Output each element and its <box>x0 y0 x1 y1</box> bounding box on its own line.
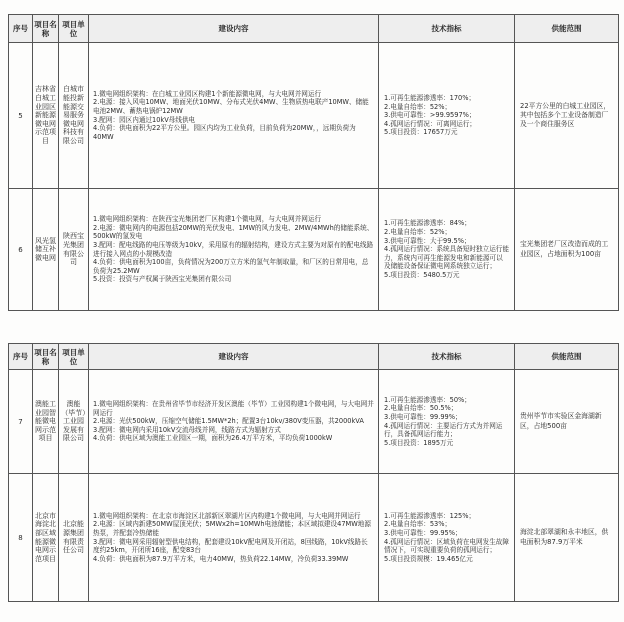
content-line: 4.负荷：供电面积为22平方公里。园区内均为工业负荷，目前负荷为20MW，，远期负荷为40MW <box>93 124 356 141</box>
content-line: 2.电源：光伏500kW，压缩空气储能1.5MW*2h；配置3台10kv/380V变压器，共2000kVA <box>93 417 364 426</box>
content-line: 3.配网：配电线路的电压等级为10kV，采用原有的辐射结构，建设方式主要为对原有的配电线路进行接入网点的小规模改造 <box>93 240 374 258</box>
content-line: 3.配网：园区内通过10kV母线供电 <box>93 115 196 124</box>
tech-line: 3.供电可靠性：大于99.5%； <box>384 236 471 245</box>
row-seq: 6 <box>9 189 33 311</box>
header-seq: 序号 <box>9 15 33 43</box>
table-row <box>9 474 619 602</box>
content-line: 2.电源：区域内新建50MW屋顶光伏；5MWx2h=10MWh电池储能；本区域拟建设47MW地源热泵，并配套冷热储能 <box>93 520 371 537</box>
tech-line: 3.供电可靠性：99.95%； <box>384 528 462 537</box>
row-scope: 贵州毕节市实验区金海湖新区，占地500亩 <box>515 370 619 474</box>
tech-line: 1.可再生能源渗透率：125%； <box>384 511 476 520</box>
tech-line: 3.供电可靠性：99.99%； <box>384 412 462 421</box>
row-project-name: 北京市海淀北部区域能源微电网示范项目 <box>33 474 59 602</box>
tech-line: 2.电量自给率：52%； <box>384 102 452 111</box>
header-tech: 技术指标 <box>379 15 515 43</box>
header-seq: 序号 <box>9 344 33 370</box>
tech-line: 3.供电可靠性：>99.9597%； <box>384 111 476 120</box>
header-project-unit: 项目单位 <box>59 344 89 370</box>
content-line: 1.微电网组织架构：在贵州省毕节市经济开发区澳能（毕节）工业园构建1个微电网，与大电网并网运行 <box>93 400 374 417</box>
row-tech <box>379 370 515 474</box>
header-tech: 技术指标 <box>379 344 515 370</box>
table-row <box>9 189 619 311</box>
header-scope: 供能范围 <box>515 15 619 43</box>
header-row <box>9 15 619 43</box>
content-line: 5.投资：投资与产权属于陕西宝光集团有限公司 <box>93 275 232 284</box>
header-project-name: 项目名称 <box>33 15 59 43</box>
table-row <box>9 370 619 474</box>
row-content <box>89 370 379 474</box>
content-line: 4.负荷：供电面积为87.9万平方米，电力40MW，热负荷22.14MW，冷负荷33.39MW <box>93 554 349 563</box>
row-scope: 宝光集团老厂区改造而成的工业园区，占地面积为100亩 <box>515 189 619 311</box>
tech-line: 2.电量自给率：53%； <box>384 520 452 529</box>
tech-line: 4.孤网运行情况：可离网运行； <box>384 119 477 128</box>
header-scope: 供能范围 <box>515 344 619 370</box>
row-tech <box>379 189 515 311</box>
row-seq: 7 <box>9 370 33 474</box>
row-tech <box>379 43 515 189</box>
content-line: 1.微电网组织架构：在白城工业园区构建1个新能源微电网，与大电网并网运行 <box>93 89 322 98</box>
content-line: 4.负荷：供电面积为100亩，负荷情况为200万立方米的氢气年制取量，和厂区的日常用电，总负荷为25.2MW <box>93 258 369 275</box>
row-content <box>89 189 379 311</box>
content-line: 4.负荷：供电区域为澳能工业园区一期，面积为26.4万平方米，平均负荷1000kW <box>93 434 333 443</box>
row-project-name: 吉林省白城工业园区新能源微电网示范项目 <box>33 43 59 189</box>
tech-line: 2.电量自给率：52%； <box>384 228 452 237</box>
content-line: 2.电源：微电网内的电源包括20MW的光伏发电、1MW的风力发电、2MW/4MWh的储能系统、500kW的氢发电 <box>93 223 374 241</box>
header-project-unit: 项目单位 <box>59 15 89 43</box>
content-line: 3.配网：微电网内采用10kV交流母线并网，线路方式为辐射方式 <box>93 425 281 434</box>
tech-line: 5.项目投资：17657万元 <box>384 128 458 137</box>
tech-line: 1.可再生能源渗透率：170%； <box>384 94 476 103</box>
row-project-unit: 澳能（毕节）工业园发展有限公司 <box>59 370 89 474</box>
row-project-name: 风光氢储互补微电网 <box>33 189 59 311</box>
row-tech <box>379 474 515 602</box>
header-project-name: 项目名称 <box>33 344 59 370</box>
row-scope: 海淀北部翠湖和永丰地区，供电面积为87.9万平米 <box>515 474 619 602</box>
row-project-name: 澳能工业园智能微电网示范项目 <box>33 370 59 474</box>
content-line: 1.微电网组织架构：在北京市海淀区北部新区翠湖片区内构建1个微电网，与大电网并网运行 <box>93 511 361 520</box>
tech-line: 5.项目投资：5480.5万元 <box>384 270 460 279</box>
row-scope: 22平方公里的白城工业园区，其中包括多个工业设备制造厂及一个商住服务区 <box>515 43 619 189</box>
projects-table-2 <box>8 343 619 602</box>
content-line: 3.配网：微电网采用辐射型供电结构，配套建设10kV配电网及开闭站，8回线路，10kV线路长度约25km，开闭所16座，配变83台 <box>93 537 368 555</box>
tech-line: 4.孤网运行情况：系统具备短时独立运行能力，系统内可再生能源发电和新能源可以及储能设备保证微电网系统独立运行； <box>384 245 509 271</box>
row-project-unit: 北京能源集团有限责任公司 <box>59 474 89 602</box>
table-row <box>9 43 619 189</box>
tech-line: 2.电量自给率：50.5%； <box>384 404 458 413</box>
tech-line: 4.孤网运行情况：区域负荷在电网发生故障情况下，可实现重要负荷的孤网运行； <box>384 537 509 555</box>
tech-line: 5.项目投资：1895万元 <box>384 438 454 447</box>
content-line: 2.电源：接入风电10MW、地面光伏10MW、分布式光伏4MW、生物质热电联产10MW、储能电池2MW、蓄热电锅炉12MW <box>93 98 369 115</box>
tech-line: 1.可再生能源渗透率：84%； <box>384 219 471 228</box>
header-content: 建设内容 <box>89 15 379 43</box>
header-content: 建设内容 <box>89 344 379 370</box>
row-seq: 5 <box>9 43 33 189</box>
tech-line: 5.项目投资规模：19.465亿元 <box>384 554 473 563</box>
content-line: 1.微电网组织架构：在陕西宝光集团老厂区构建1个微电网，与大电网并网运行 <box>93 215 322 224</box>
row-project-unit: 白城市能投新能源交易服务微电网科技有限公司 <box>59 43 89 189</box>
tech-line: 4.孤网运行情况：主要运行方式为并网运行，具备孤网运行能力； <box>384 421 503 439</box>
row-content <box>89 43 379 189</box>
row-seq: 8 <box>9 474 33 602</box>
header-row <box>9 344 619 370</box>
row-project-unit: 陕西宝光集团有限公司 <box>59 189 89 311</box>
tech-line: 1.可再生能源渗透率：50%； <box>384 395 471 404</box>
row-content <box>89 474 379 602</box>
projects-table-1 <box>8 14 619 311</box>
